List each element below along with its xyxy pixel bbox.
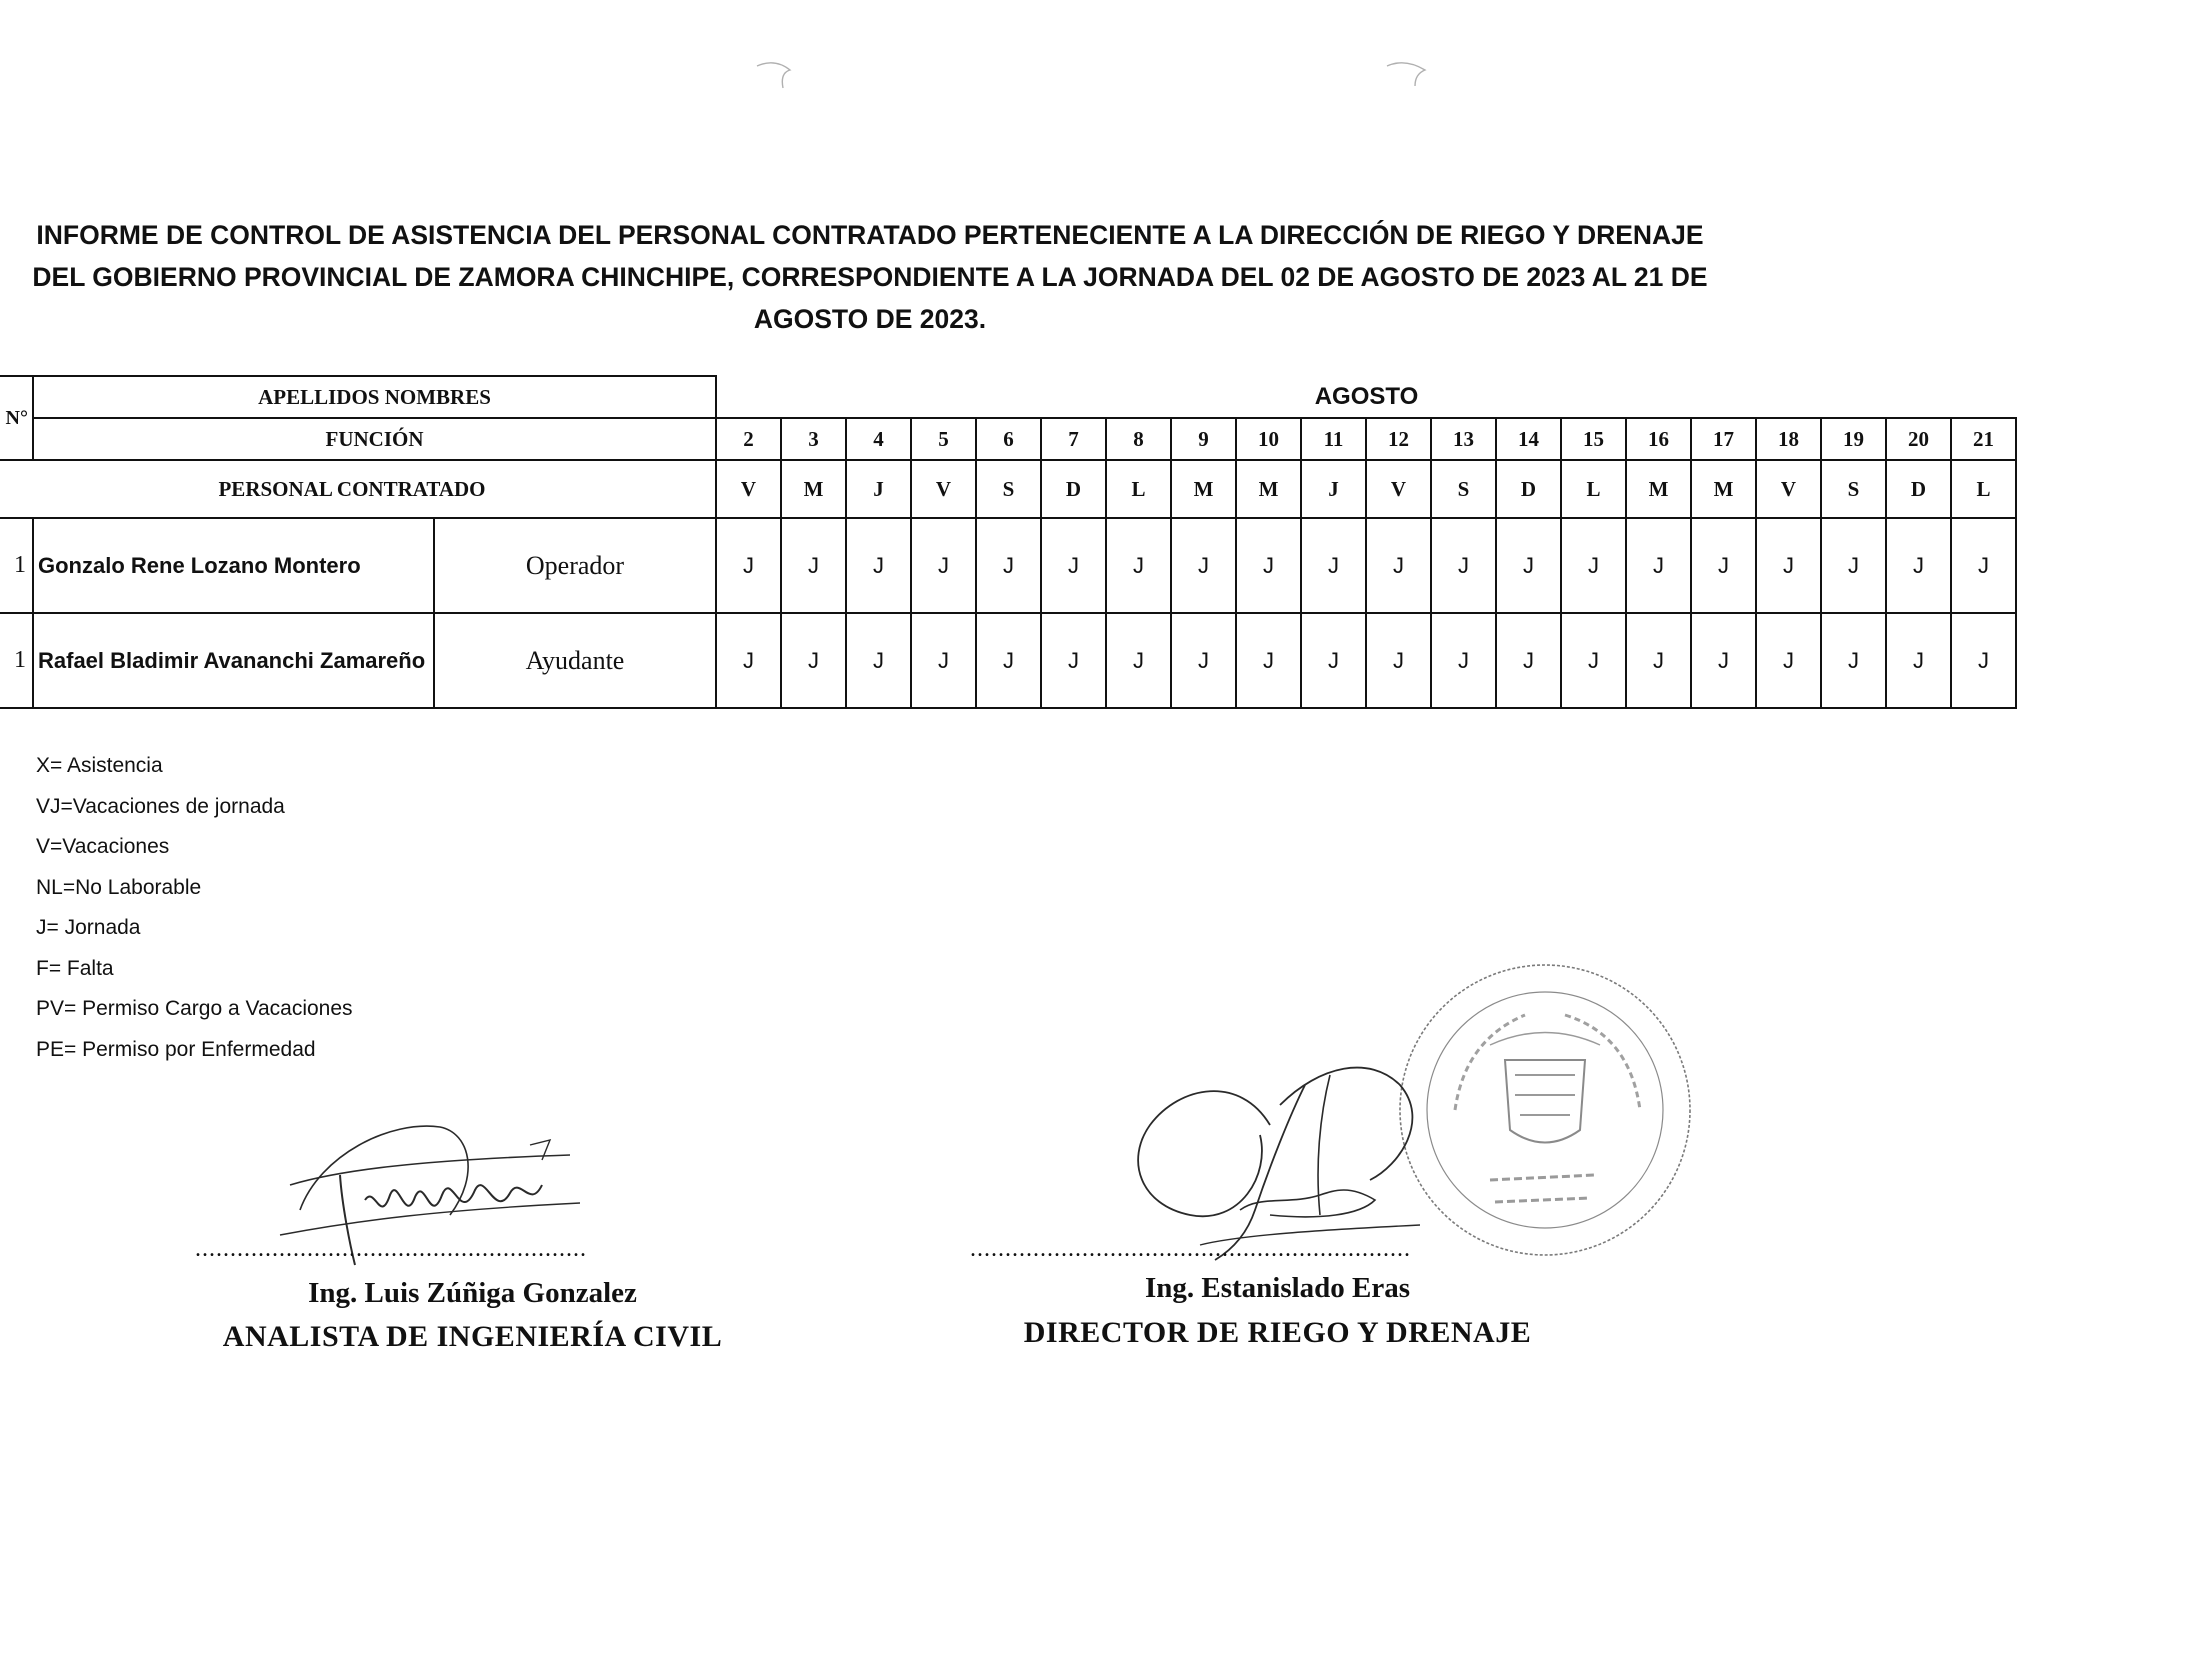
weekday-letter: D	[1886, 460, 1951, 518]
employee-function: Ayudante	[434, 613, 716, 708]
day-number: 13	[1431, 418, 1496, 460]
attendance-mark: J	[1691, 613, 1756, 708]
row-index: 1	[0, 518, 33, 613]
attendance-mark: J	[1366, 613, 1431, 708]
day-number: 15	[1561, 418, 1626, 460]
col-header-names: APELLIDOS NOMBRES	[33, 376, 716, 418]
attendance-mark: J	[781, 613, 846, 708]
weekday-letter: J	[846, 460, 911, 518]
legend-item: J= Jornada	[36, 916, 141, 939]
weekday-letter: L	[1561, 460, 1626, 518]
day-number: 20	[1886, 418, 1951, 460]
scan-mark	[755, 58, 815, 118]
header-row-weekdays	[0, 460, 2016, 518]
day-number: 19	[1821, 418, 1886, 460]
attendance-mark: J	[1496, 518, 1561, 613]
attendance-mark: J	[1041, 518, 1106, 613]
weekday-letter: V	[1756, 460, 1821, 518]
weekday-letter: M	[1626, 460, 1691, 518]
weekday-letter: L	[1106, 460, 1171, 518]
day-number: 16	[1626, 418, 1691, 460]
attendance-mark: J	[1366, 518, 1431, 613]
weekday-letter: M	[781, 460, 846, 518]
attendance-mark: J	[976, 518, 1041, 613]
weekday-letter: S	[976, 460, 1041, 518]
signature-right-name: Ing. Estanislado Eras	[1144, 1272, 1411, 1304]
attendance-mark: J	[1106, 518, 1171, 613]
signature-left-name: Ing. Luis Zúñiga Gonzalez	[308, 1277, 637, 1309]
day-number: 4	[846, 418, 911, 460]
day-number: 3	[781, 418, 846, 460]
attendance-mark: J	[1626, 613, 1691, 708]
day-number: 18	[1756, 418, 1821, 460]
day-number: 21	[1951, 418, 2016, 460]
employee-name: Rafael Bladimir Avananchi Zamareño	[33, 613, 434, 708]
weekday-letter: M	[1691, 460, 1756, 518]
weekday-letter: J	[1301, 460, 1366, 518]
legend-item: PV= Permiso Cargo a Vacaciones	[36, 997, 353, 1020]
attendance-mark: J	[1691, 518, 1756, 613]
attendance-mark: J	[1821, 613, 1886, 708]
weekday-letter: D	[1041, 460, 1106, 518]
attendance-mark: J	[1301, 518, 1366, 613]
signature-left-role: ANALISTA DE INGENIERÍA CIVIL	[222, 1320, 723, 1353]
attendance-mark: J	[1561, 613, 1626, 708]
table-row	[0, 518, 2016, 613]
attendance-mark: J	[1171, 518, 1236, 613]
day-number: 2	[716, 418, 781, 460]
attendance-mark: J	[846, 613, 911, 708]
attendance-mark: J	[716, 518, 781, 613]
attendance-mark: J	[1171, 613, 1236, 708]
attendance-mark: J	[1561, 518, 1626, 613]
report-title	[0, 214, 1740, 340]
legend-item: V=Vacaciones	[36, 835, 170, 858]
col-header-function: FUNCIÓN	[33, 418, 716, 460]
weekday-letter: V	[716, 460, 781, 518]
attendance-mark: J	[1236, 613, 1301, 708]
attendance-mark: J	[1236, 518, 1301, 613]
report-title-line-2: DEL GOBIERNO PROVINCIAL DE ZAMORA CHINCHIPE, CORRESPONDIENTE A LA JORNADA DEL 02 DE AGOSTO DE 2023 AL 21 DE	[32, 262, 1708, 292]
table-row	[0, 613, 2016, 708]
legend	[36, 746, 353, 1070]
attendance-mark: J	[911, 518, 976, 613]
day-number: 6	[976, 418, 1041, 460]
section-label: PERSONAL CONTRATADO	[0, 460, 716, 518]
attendance-mark: J	[1886, 518, 1951, 613]
employee-function: Operador	[434, 518, 716, 613]
attendance-mark: J	[1626, 518, 1691, 613]
day-number: 9	[1171, 418, 1236, 460]
day-number: 5	[911, 418, 976, 460]
legend-item: F= Falta	[36, 956, 114, 980]
weekday-letter: D	[1496, 460, 1561, 518]
attendance-mark: J	[1821, 518, 1886, 613]
legend-item: X= Asistencia	[36, 754, 163, 777]
weekday-letter: V	[911, 460, 976, 518]
signature-right-role: DIRECTOR DE RIEGO Y DRENAJE	[1023, 1316, 1532, 1349]
scan-mark	[1385, 58, 1445, 118]
day-number: 8	[1106, 418, 1171, 460]
attendance-mark: J	[1106, 613, 1171, 708]
signature-right-line: ...............................................................	[970, 1236, 1411, 1262]
attendance-mark: J	[1951, 613, 2016, 708]
day-number: 17	[1691, 418, 1756, 460]
legend-item: PE= Permiso por Enfermedad	[36, 1037, 316, 1061]
attendance-mark: J	[1496, 613, 1561, 708]
day-number: 11	[1301, 418, 1366, 460]
day-number: 7	[1041, 418, 1106, 460]
attendance-mark: J	[1301, 613, 1366, 708]
attendance-mark: J	[1431, 518, 1496, 613]
legend-item: VJ=Vacaciones de jornada	[36, 794, 285, 818]
attendance-mark: J	[1431, 613, 1496, 708]
attendance-mark: J	[781, 518, 846, 613]
attendance-mark: J	[1756, 518, 1821, 613]
employee-name: Gonzalo Rene Lozano Montero	[33, 518, 434, 613]
day-number: 10	[1236, 418, 1301, 460]
weekday-letter: M	[1236, 460, 1301, 518]
attendance-mark: J	[976, 613, 1041, 708]
header-row-days	[0, 418, 2016, 460]
day-number: 14	[1496, 418, 1561, 460]
col-header-number: N°	[0, 376, 33, 460]
legend-item: NL=No Laborable	[36, 875, 202, 899]
attendance-mark: J	[1951, 518, 2016, 613]
row-index: 1	[0, 613, 33, 708]
weekday-letter: S	[1821, 460, 1886, 518]
col-header-month: AGOSTO	[716, 376, 2016, 418]
attendance-table	[0, 375, 2017, 709]
attendance-mark: J	[846, 518, 911, 613]
weekday-letter: M	[1171, 460, 1236, 518]
attendance-mark: J	[1041, 613, 1106, 708]
weekday-letter: L	[1951, 460, 2016, 518]
report-title-line-3: AGOSTO DE 2023.	[753, 304, 987, 334]
attendance-mark: J	[716, 613, 781, 708]
attendance-mark: J	[1756, 613, 1821, 708]
day-number: 12	[1366, 418, 1431, 460]
attendance-mark: J	[1886, 613, 1951, 708]
signature-left-line: ........................................................	[195, 1236, 587, 1262]
header-row-month	[0, 376, 2016, 418]
weekday-letter: S	[1431, 460, 1496, 518]
report-title-line-1: INFORME DE CONTROL DE ASISTENCIA DEL PERSONAL CONTRATADO PERTENECIENTE A LA DIRECCIÓN DE RIEGO Y DRENAJE	[36, 220, 1704, 250]
attendance-mark: J	[911, 613, 976, 708]
weekday-letter: V	[1366, 460, 1431, 518]
